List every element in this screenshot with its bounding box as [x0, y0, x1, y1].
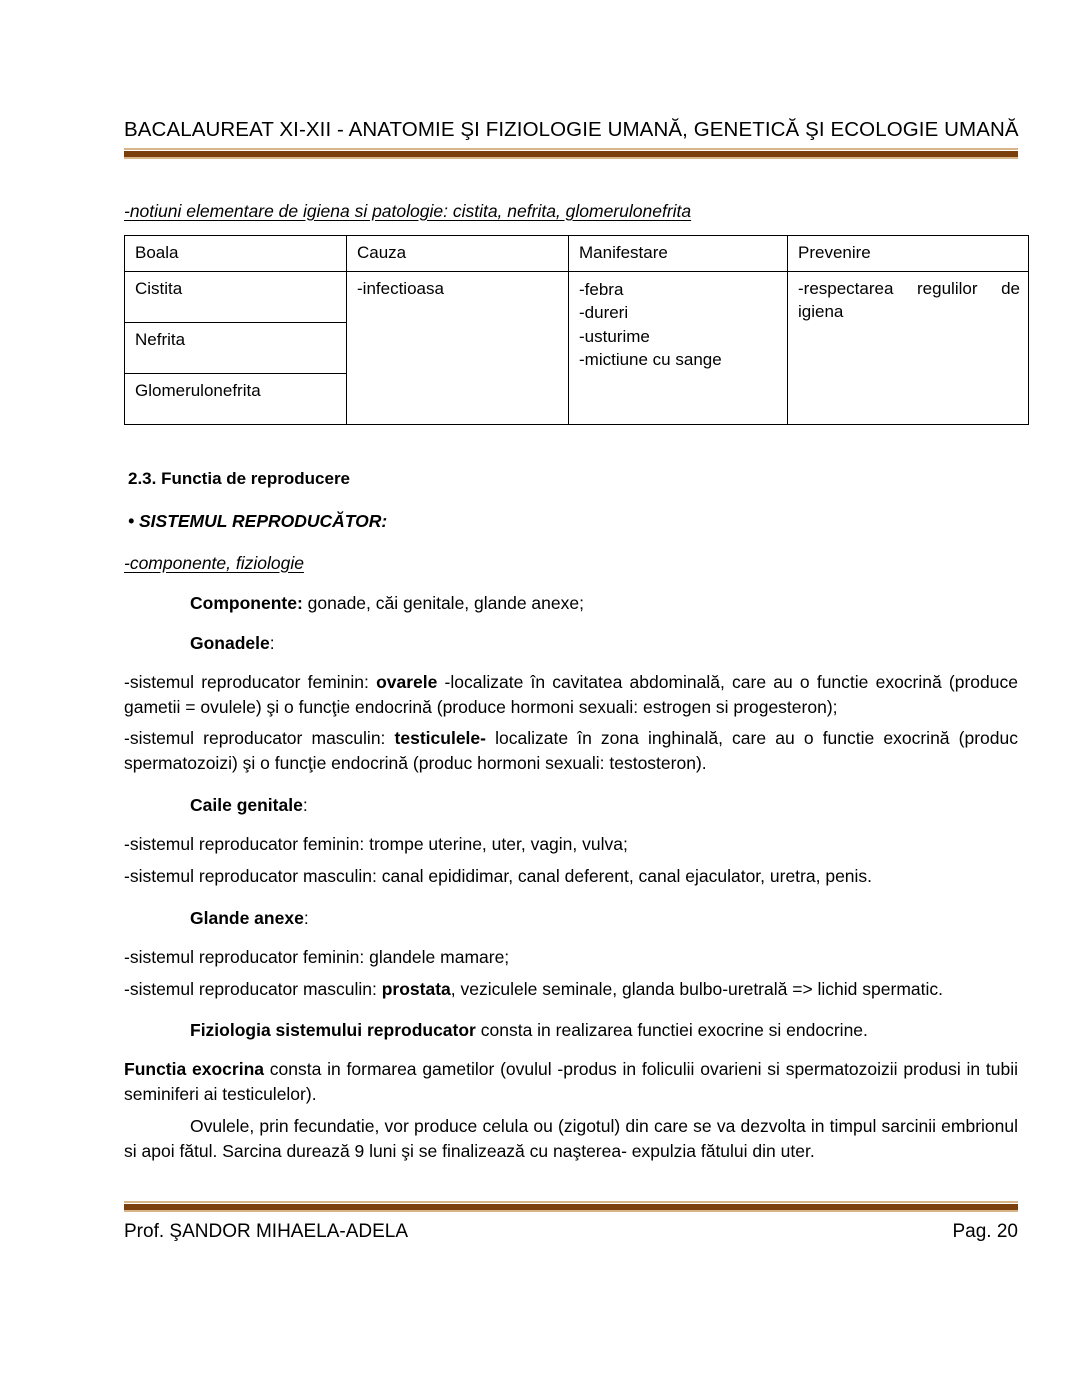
table-header-manifestare: Manifestare [569, 235, 788, 271]
table-cell-glomerulonefrita: Glomerulonefrita [125, 373, 347, 424]
manifestare-item: -usturime [579, 326, 650, 346]
table-cell-prevenire [788, 271, 1029, 424]
functia-exocrina-label: Functia exocrina [124, 1059, 264, 1080]
caile-genitale-line [124, 795, 1018, 816]
gonade-masculin-post: localizate în zona inghinală, care au o functie exocrină (produc spermatozoizi) şi o funcţie endocrină (produc hormoni sexuali: testosteron). [124, 728, 1019, 774]
glande-masculin-pre: -sistemul reproducator masculin: [124, 978, 382, 999]
footer-rule [124, 1201, 1018, 1212]
glande-masculin-post: , veziculele seminale, glanda bulbo-uretrală => lichid spermatic. [450, 978, 943, 999]
diseases-table [124, 235, 1029, 425]
table-cell-cauza: -infectioasa [347, 271, 569, 424]
manifestare-item: -febra [579, 279, 624, 299]
footer-page-number: Pag. 20 [952, 1221, 1018, 1242]
manifestare-item: -dureri [579, 303, 629, 323]
manifestare-item: -mictiune cu sange [579, 350, 722, 370]
gonade-feminin-paragraph [124, 670, 1018, 720]
header-rule [124, 148, 1018, 159]
table-row [125, 271, 1029, 322]
table-header-cauza: Cauza [347, 235, 569, 271]
page-content [124, 200, 1018, 1164]
glande-masculin-paragraph [124, 977, 1018, 1002]
ovulele-paragraph: Ovulele, prin fecundatie, vor produce celula ou (zigotul) din care se va dezvolta in timpul sarcinii embrionul si apoi fătul. Sarcina durează 9 luni şi se finalizează cu naşterea- expulzia fătului din uter. [124, 1116, 1018, 1161]
table-header-row [125, 235, 1029, 271]
page-footer [124, 1196, 1018, 1243]
header-title: BACALAUREAT XI-XII - ANATOMIE ŞI FIZIOLOGIE UMANĂ, GENETICĂ ŞI ECOLOGIE UMANĂ [124, 118, 1019, 141]
table-cell-manifestare [569, 271, 788, 424]
gonadele-colon: : [269, 632, 275, 653]
fiziologia-line [124, 1020, 1018, 1041]
footer-rule-thin-bottom [124, 1210, 1018, 1212]
gonadele-label: Gonadele [190, 632, 270, 653]
fiziologia-label: Fiziologia sistemului reproducator [190, 1020, 476, 1041]
glande-masculin-bold: prostata [381, 978, 451, 999]
gonade-masculin-pre: -sistemul reproducator masculin: [124, 728, 395, 749]
section-number-title: 2.3. Functia de reproducere [128, 468, 351, 488]
componente-line [124, 593, 1018, 614]
gonade-feminin-pre: -sistemul reproducator feminin: [124, 671, 377, 692]
gonade-masculin-bold: testiculele- [394, 728, 486, 749]
footer-author: Prof. ŞANDOR MIHAELA-ADELA [124, 1221, 409, 1242]
table-header-boala: Boala [125, 235, 347, 271]
bullet-heading-sistemul-reproducator: • SISTEMUL REPRODUCĂTOR: [128, 510, 388, 531]
footer-row [124, 1221, 1018, 1243]
gonade-feminin-post: -localizate în cavitatea abdominală, care au o functie exocrină (produce gametii = ovulele) şi o funcţie endocrină (produce hormoni sexuali: estrogen si progesteron); [124, 671, 1018, 717]
caile-genitale-colon: : [302, 795, 308, 816]
table-header-prevenire: Prevenire [788, 235, 1029, 271]
igiena-heading: -notiuni elementare de igiena si patologie: cistita, nefrita, glomerulonefrita [124, 201, 692, 221]
prevenire-text: -respectarea regulilor de igiena [798, 278, 1020, 321]
functia-exocrina-rest: consta in formarea gametilor (ovulul -produs in foliculii ovarieni si spermatozoizii produsi in tubii seminiferi ai testiculelor). [124, 1059, 1018, 1105]
header-rule-thin-bottom [124, 157, 1018, 159]
caile-genitale-label: Caile genitale [190, 795, 303, 816]
componente-fiziologie-heading: -componente, fiziologie [124, 552, 304, 573]
componente-label: Componente: [190, 592, 303, 613]
glande-feminin-paragraph: -sistemul reproducator feminin: glandele mamare; [124, 946, 510, 967]
caile-masculin-paragraph: -sistemul reproducator masculin: canal epididimar, canal deferent, canal ejaculator, uretra, penis. [124, 865, 873, 886]
table-cell-cistita: Cistita [125, 271, 347, 322]
table-cell-nefrita: Nefrita [125, 322, 347, 373]
glande-anexe-colon: : [303, 907, 309, 928]
gonade-feminin-bold: ovarele [376, 671, 438, 692]
caile-feminin-paragraph: -sistemul reproducator feminin: trompe uterine, uter, vagin, vulva; [124, 834, 628, 855]
gonade-masculin-paragraph [124, 726, 1018, 776]
componente-text: gonade, căi genitale, glande anexe; [302, 592, 584, 613]
page-header [124, 118, 1018, 159]
fiziologia-rest: consta in realizarea functiei exocrine si endocrine. [475, 1020, 868, 1041]
gonadele-line [124, 633, 1018, 654]
functia-exocrina-paragraph [124, 1057, 1018, 1107]
manifestare-list [579, 278, 779, 372]
glande-anexe-label: Glande anexe [190, 907, 304, 928]
glande-anexe-line [124, 908, 1018, 929]
